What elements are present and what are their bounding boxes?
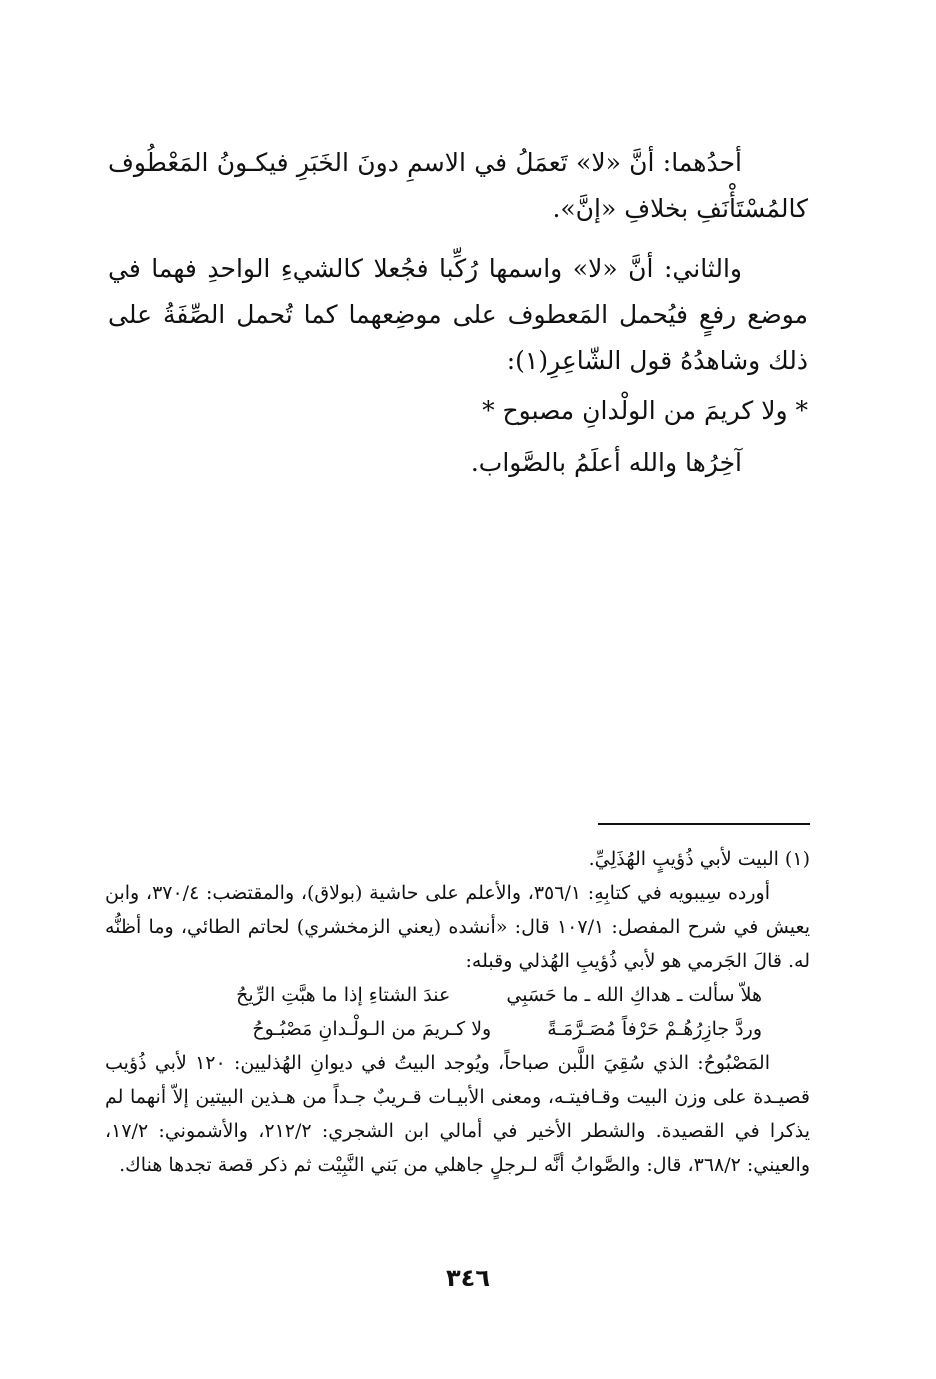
paragraph-first: أحدُهما: أنَّ «لا» تَعمَلُ في الاسمِ دونَ الخَبَرِ فيكـونُ المَعْطُوف كالمُسْتَأْنَفِ بخلافِ «إنَّ». <box>108 148 808 223</box>
footnote-body-first: أورده سِيبويه في كتابِهِ: ٣٥٦/١، والأعلم على حاشية (بولاق)، والمقتضب: ٣٧٠/٤، وابن يعيش في شرح المفصل: ١٠٧/١ قال: «أنشده (يعني الزمخشري) لحاتم الطائي، وما أظنُّه له. قالَ الجَرمي هو لأبي ذُؤيبِ الهُذلي وقبله: <box>105 882 810 972</box>
poem-line-2 <box>105 1012 810 1046</box>
poem-hemistich: ولا كـريمَ من الـولْـدانِ مَصْبُـوحُ <box>252 1018 492 1040</box>
closing-line: آخِرُها والله أعلَمُ بالصَّواب. <box>470 448 742 477</box>
main-text <box>108 140 808 486</box>
footnote-body-second: المَصْبُوحُ: الذي سُقِيَ اللَّبن صباحاً، ويُوجد البيتُ في ديوانِ الهُذليين: ١٢٠ لأبي ذُؤيب قصيـدة على وزن البيت وقـافيتـه، ومعنى الأبيـات قـريبٌ جـداً من هـذين البيتين إلاّ أنهما لم يذكرا في القصيدة. والشطر الأخير في أمالي ابن الشجري: ٢١٢/٢، والأشموني: ١٧/٢، والعيني: ٣٦٨/٢، قال: والصَّوابُ أنَّه لـرجلٍ جاهلي من بَني النَّبِيْت ثم ذكر قصة تجدها هناك. <box>105 1052 811 1176</box>
paragraph-second: والثاني: أنَّ «لا» واسمها رُكِّبا فجُعلا كالشيءِ الواحدِ فهما في موضع رفعٍ فيُحمل المَعطوف على موضِعهما كما تُحمل الصِّفَةُ على ذلك وشاهدُهُ قول الشّاعِرِ(١): <box>108 254 808 375</box>
poem-line-1 <box>105 978 810 1012</box>
verse-line: * ولا كريمَ من الولْدانِ مصبوح * <box>482 396 808 425</box>
poem-hemistich: وردَّ جازِرُهُـمْ حَرْفاً مُصَـرَّمَـةً <box>547 1018 762 1040</box>
page-number: ٣٤٦ <box>446 1264 490 1292</box>
poem-hemistich: عندَ الشتاءِ إذا ما هبَّتِ الرِّيحُ <box>236 984 451 1006</box>
footnote-separator <box>598 823 810 825</box>
footnote-title: (١) البيت لأبي ذُؤيبٍ الهُذَلِيِّ. <box>588 848 810 870</box>
footnotes <box>105 842 810 1182</box>
poem-hemistich: هلاّ سألت ـ هداكِ الله ـ ما حَسَبِي <box>506 984 762 1006</box>
